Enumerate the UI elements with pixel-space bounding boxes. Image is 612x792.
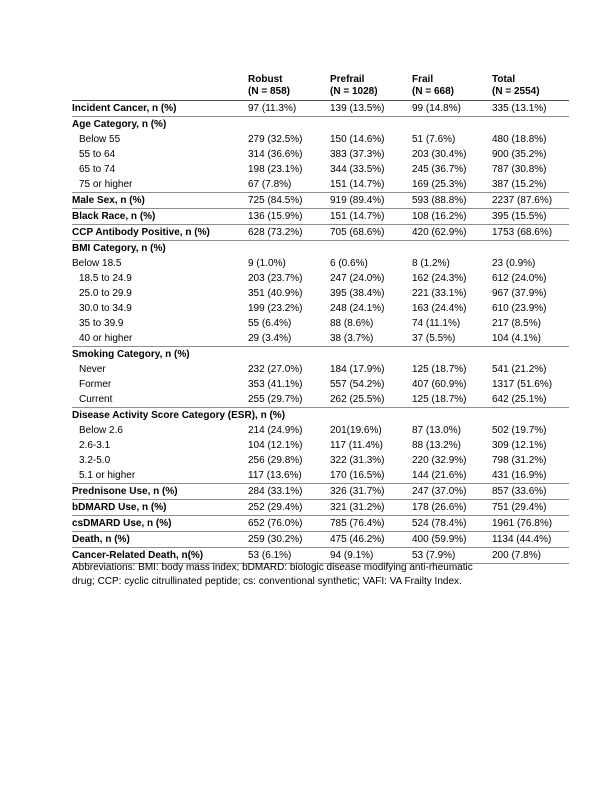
table-row	[72, 256, 569, 271]
row-label: Former	[79, 378, 112, 390]
cell-value: 321 (31.2%)	[330, 500, 412, 516]
table-row	[72, 101, 569, 117]
cell-value: 335 (13.1%)	[492, 101, 569, 117]
cell-value: 967 (37.9%)	[492, 287, 547, 299]
cell-value: 314 (36.6%)	[248, 148, 303, 160]
cell-value: 117 (13.6%)	[248, 468, 330, 484]
row-label: 5.1 or higher	[72, 468, 248, 484]
row-label: Current	[72, 392, 248, 408]
table-row	[72, 301, 569, 316]
cell-value: 612 (24.0%)	[492, 272, 547, 284]
cell-value: 407 (60.9%)	[412, 378, 467, 390]
cell-value: 480 (18.8%)	[492, 133, 547, 145]
cell-value: 37 (5.5%)	[412, 331, 492, 347]
cell-value: 245 (36.7%)	[412, 163, 467, 175]
cell-value: 51 (7.6%)	[412, 133, 456, 145]
row-label: 35 to 39.9	[79, 317, 124, 329]
column-header	[492, 72, 569, 101]
table-row	[72, 347, 569, 363]
cell-value: 139 (13.5%)	[330, 101, 412, 117]
table-row	[72, 468, 569, 484]
table-header	[72, 72, 569, 101]
cell-value: 221 (33.1%)	[412, 287, 467, 299]
cell-value: 220 (32.9%)	[412, 454, 467, 466]
cell-value: 203 (23.7%)	[248, 272, 303, 284]
cell-value: 475 (46.2%)	[330, 532, 412, 548]
cell-value: 99 (14.8%)	[412, 101, 492, 117]
cell-value: 1317 (51.6%)	[492, 378, 553, 390]
cell-value: 125 (18.7%)	[412, 392, 492, 408]
column-header	[248, 72, 330, 101]
cell-value: 725 (84.5%)	[248, 193, 330, 209]
column-header-label: Prefrail	[330, 74, 365, 85]
row-label: bDMARD Use, n (%)	[72, 500, 248, 516]
cell-value: 104 (12.1%)	[248, 439, 303, 451]
table-row	[72, 177, 569, 193]
column-header-n: (N = 858)	[248, 86, 290, 97]
table-row	[72, 362, 569, 377]
table-row	[72, 162, 569, 177]
cell-value: 541 (21.2%)	[492, 363, 547, 375]
cell-value	[412, 241, 492, 257]
cell-value	[492, 347, 569, 363]
cell-value: 787 (30.8%)	[492, 163, 547, 175]
cell-value: 53 (7.9%)	[412, 548, 492, 564]
cell-value: 247 (37.0%)	[412, 484, 492, 500]
footnote-line: drug; CCP: cyclic citrullinated peptide; cs: conventional synthetic; VAFI: VA Frailty Index.	[72, 576, 462, 587]
cell-value: 198 (23.1%)	[248, 163, 303, 175]
cell-value: 557 (54.2%)	[330, 378, 385, 390]
row-label: 18.5 to 24.9	[79, 272, 132, 284]
row-label: 2.6-3.1	[79, 439, 111, 451]
row-label: 75 or higher	[72, 177, 248, 193]
column-header	[330, 72, 412, 101]
row-label: Black Race, n (%)	[72, 209, 248, 225]
cell-value: 502 (19.7%)	[492, 424, 547, 436]
cell-value: 117 (11.4%)	[330, 439, 383, 451]
table-row	[72, 271, 569, 286]
cell-value: 248 (24.1%)	[330, 302, 385, 314]
row-label: Smoking Category, n (%)	[72, 348, 190, 360]
cell-value: 136 (15.9%)	[248, 209, 330, 225]
column-header-n: (N = 668)	[412, 86, 454, 97]
cell-value	[330, 347, 412, 363]
cell-value: 919 (89.4%)	[330, 193, 412, 209]
table-row	[72, 500, 569, 516]
cell-value: 88 (13.2%)	[412, 439, 461, 451]
row-label: Below 18.5	[72, 257, 122, 269]
baseline-characteristics-table	[72, 72, 569, 564]
cell-value: 169 (25.3%)	[412, 177, 492, 193]
footnote-line: Abbreviations: BMI: body mass index; bDMARD: biologic disease modifying anti-rheumatic	[72, 562, 473, 573]
cell-value: 94 (9.1%)	[330, 548, 412, 564]
cell-value: 751 (29.4%)	[492, 500, 569, 516]
cell-value: 104 (4.1%)	[492, 331, 569, 347]
cell-value: 2237 (87.6%)	[492, 193, 569, 209]
cell-value: 610 (23.9%)	[492, 302, 547, 314]
cell-value: 247 (24.0%)	[330, 272, 385, 284]
table-row	[72, 532, 569, 548]
row-label: 65 to 74	[79, 163, 116, 175]
cell-value	[248, 347, 330, 363]
cell-value: 217 (8.5%)	[492, 317, 541, 329]
cell-value	[248, 117, 330, 133]
table-row	[72, 484, 569, 500]
cell-value	[492, 117, 569, 133]
row-label: Cancer-Related Death, n(%)	[72, 548, 248, 564]
column-header-n: (N = 1028)	[330, 86, 378, 97]
row-label: Male Sex, n (%)	[72, 193, 248, 209]
table-row	[72, 408, 569, 424]
cell-value: 163 (24.4%)	[412, 302, 467, 314]
table-row	[72, 423, 569, 438]
cell-value: 199 (23.2%)	[248, 302, 303, 314]
row-label: Below 55	[79, 133, 121, 145]
table-row	[72, 225, 569, 241]
cell-value: 259 (30.2%)	[248, 532, 330, 548]
cell-value: 1134 (44.4%)	[492, 532, 569, 548]
cell-value	[492, 241, 569, 257]
cell-value: 38 (3.7%)	[330, 331, 412, 347]
cell-value: 395 (38.4%)	[330, 287, 385, 299]
cell-value: 387 (15.2%)	[492, 177, 569, 193]
table-row	[72, 286, 569, 301]
row-label: 25.0 to 29.9	[79, 287, 132, 299]
cell-value: 255 (29.7%)	[248, 392, 330, 408]
table-row	[72, 132, 569, 147]
cell-value: 201(19.6%)	[330, 424, 382, 436]
column-header-label: Total	[492, 74, 516, 85]
cell-value: 108 (16.2%)	[412, 209, 492, 225]
cell-value: 420 (62.9%)	[412, 225, 492, 241]
cell-value: 9 (1.0%)	[248, 257, 286, 269]
cell-value: 256 (29.8%)	[248, 454, 303, 466]
cell-value	[412, 408, 492, 424]
row-label: Never	[79, 363, 106, 375]
table-row	[72, 193, 569, 209]
row-label: Disease Activity Score Category (ESR), n (%)	[72, 409, 286, 421]
cell-value: 351 (40.9%)	[248, 287, 303, 299]
row-label: Prednisone Use, n (%)	[72, 484, 248, 500]
row-label: Death, n (%)	[72, 532, 248, 548]
cell-value: 87 (13.0%)	[412, 424, 461, 436]
row-label: Incident Cancer, n (%)	[72, 101, 248, 117]
cell-value: 322 (31.3%)	[330, 454, 385, 466]
table-row	[72, 316, 569, 331]
cell-value	[330, 117, 412, 133]
cell-value: 6 (0.6%)	[330, 257, 368, 269]
cell-value: 178 (26.6%)	[412, 500, 492, 516]
cell-value: 785 (76.4%)	[330, 516, 412, 532]
cell-value	[412, 117, 492, 133]
cell-value: 144 (21.6%)	[412, 468, 492, 484]
cell-value: 309 (12.1%)	[492, 439, 547, 451]
cell-value: 150 (14.6%)	[330, 133, 385, 145]
cell-value: 214 (24.9%)	[248, 424, 303, 436]
cell-value: 252 (29.4%)	[248, 500, 330, 516]
row-label: 3.2-5.0	[79, 454, 111, 466]
cell-value: 162 (24.3%)	[412, 272, 467, 284]
cell-value: 400 (59.9%)	[412, 532, 492, 548]
cell-value: 67 (7.8%)	[248, 177, 330, 193]
cell-value: 200 (7.8%)	[492, 548, 569, 564]
cell-value: 184 (17.9%)	[330, 363, 385, 375]
table-row	[72, 516, 569, 532]
cell-value: 798 (31.2%)	[492, 454, 547, 466]
cell-value: 232 (27.0%)	[248, 363, 303, 375]
cell-value: 705 (68.6%)	[330, 225, 412, 241]
row-label: Age Category, n (%)	[72, 118, 167, 130]
cell-value: 203 (30.4%)	[412, 148, 467, 160]
row-label: csDMARD Use, n (%)	[72, 516, 248, 532]
row-label: BMI Category, n (%)	[72, 242, 166, 254]
header-row	[72, 72, 569, 101]
cell-value: 326 (31.7%)	[330, 484, 412, 500]
table-row	[72, 438, 569, 453]
table-row	[72, 392, 569, 408]
cell-value	[248, 241, 330, 257]
cell-value: 125 (18.7%)	[412, 363, 467, 375]
column-header-label: Frail	[412, 74, 434, 85]
cell-value: 284 (33.1%)	[248, 484, 330, 500]
cell-value	[492, 408, 569, 424]
cell-value: 344 (33.5%)	[330, 163, 385, 175]
row-label: 55 to 64	[79, 148, 116, 160]
table-row	[72, 331, 569, 347]
row-label: 40 or higher	[72, 331, 248, 347]
abbreviations-footnote	[72, 561, 473, 589]
table-row	[72, 147, 569, 162]
column-header-n: (N = 2554)	[492, 86, 540, 97]
cell-value: 8 (1.2%)	[412, 257, 450, 269]
cell-value: 74 (11.1%)	[412, 317, 461, 329]
cell-value: 1961 (76.8%)	[492, 516, 569, 532]
cell-value: 53 (6.1%)	[248, 548, 330, 564]
cell-value: 642 (25.1%)	[492, 392, 569, 408]
column-header	[412, 72, 492, 101]
cell-value: 262 (25.5%)	[330, 392, 412, 408]
cell-value: 628 (73.2%)	[248, 225, 330, 241]
cell-value: 29 (3.4%)	[248, 331, 330, 347]
table-row	[72, 453, 569, 468]
cell-value: 97 (11.3%)	[248, 101, 330, 117]
row-label: 30.0 to 34.9	[79, 302, 132, 314]
cell-value: 279 (32.5%)	[248, 133, 303, 145]
cell-value: 395 (15.5%)	[492, 209, 569, 225]
row-label: Below 2.6	[79, 424, 123, 436]
table-body	[72, 101, 569, 564]
cell-value: 857 (33.6%)	[492, 484, 569, 500]
cell-value: 524 (78.4%)	[412, 516, 492, 532]
cell-value: 431 (16.9%)	[492, 468, 569, 484]
cell-value	[412, 347, 492, 363]
cell-value: 151 (14.7%)	[330, 177, 412, 193]
cell-value: 170 (16.5%)	[330, 468, 412, 484]
cell-value: 652 (76.0%)	[248, 516, 330, 532]
cell-value: 593 (88.8%)	[412, 193, 492, 209]
table-row	[72, 117, 569, 133]
cell-value	[330, 241, 412, 257]
table-row	[72, 377, 569, 392]
table-row	[72, 241, 569, 257]
column-header-label: Robust	[248, 74, 283, 85]
cell-value: 1753 (68.6%)	[492, 225, 569, 241]
cell-value: 353 (41.1%)	[248, 378, 303, 390]
cell-value: 23 (0.9%)	[492, 257, 536, 269]
row-label-column-header	[72, 72, 248, 101]
cell-value: 383 (37.3%)	[330, 148, 385, 160]
table-row	[72, 209, 569, 225]
cell-value: 55 (6.4%)	[248, 317, 292, 329]
row-label: CCP Antibody Positive, n (%)	[72, 225, 248, 241]
cell-value: 88 (8.6%)	[330, 317, 374, 329]
cell-value: 151 (14.7%)	[330, 209, 412, 225]
cell-value	[330, 408, 412, 424]
cell-value: 900 (35.2%)	[492, 148, 547, 160]
